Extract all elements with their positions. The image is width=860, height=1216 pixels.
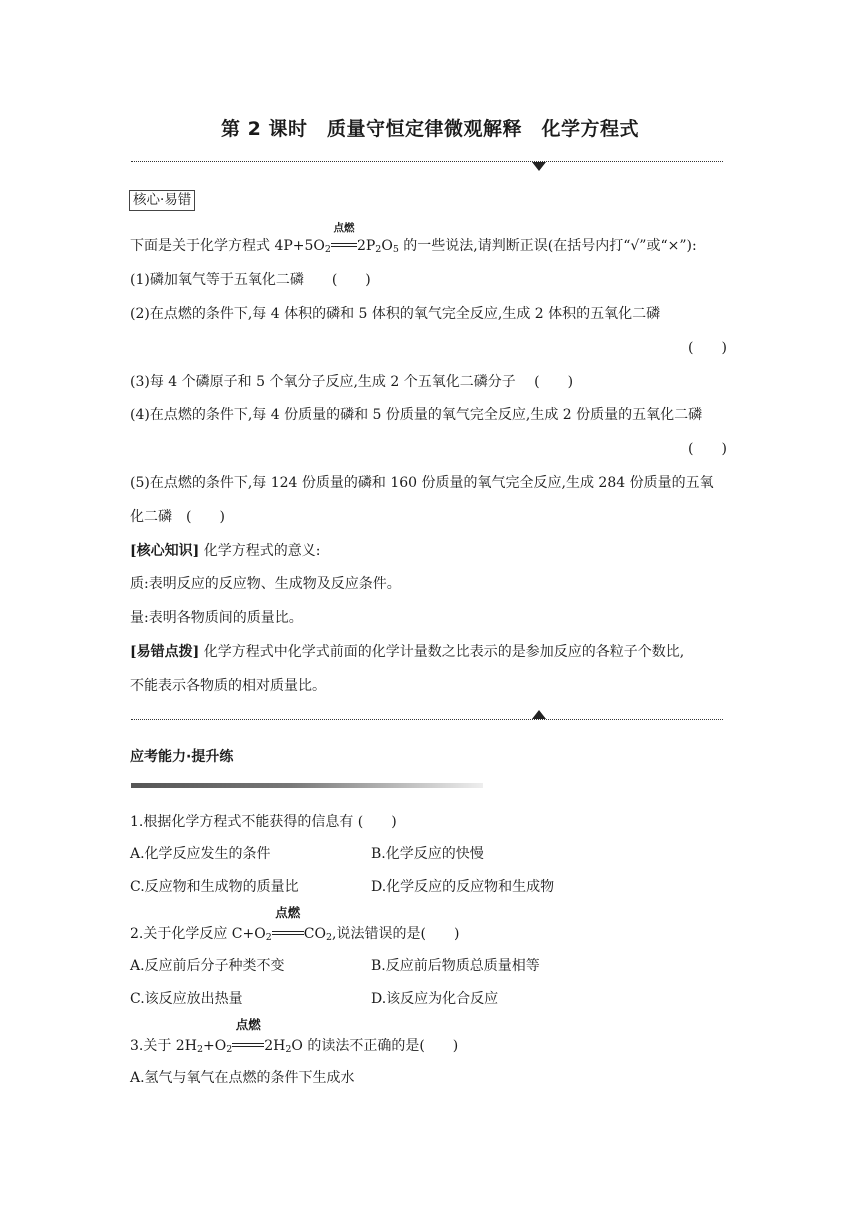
item-3: (3)每 4 个磷原子和 5 个氧分子反应,生成 2 个五氧化二磷分子 ( ) [130,374,574,390]
intro-sub-p2: 2 [375,244,382,255]
q1-option-d: D.化学反应的反应物和生成物 [371,879,555,895]
q3-post: O 的读法不正确的是( ) [291,1038,459,1054]
divider-triangle-up-icon [532,710,546,719]
top-divider [131,161,723,162]
section-tag-core-pitfall: 核心·易错 [129,190,195,211]
page-title: 第 2 课时 质量守恒定律微观解释 化学方程式 [221,118,639,140]
core-knowledge-tag: [核心知识] [130,543,200,559]
item-5-line-2: 化二磷 ( ) [130,509,225,525]
q2-option-a: A.反应前后分子种类不变 [130,958,285,974]
q2-sub-o2: 2 [265,932,272,943]
q2-post: ,说法错误的是( ) [332,926,460,942]
q2-option-b: B.反应前后物质总质量相等 [371,958,540,974]
item-5-line-1: (5)在点燃的条件下,每 124 份质量的磷和 160 份质量的氧气完全反应,生成 284 份质量的五氧 [130,475,714,491]
item-4: (4)在点燃的条件下,每 4 份质量的磷和 5 份质量的氧气完全反应,生成 2 份质量的五氧化二磷 [130,407,703,423]
q3-product: 2H [264,1038,286,1054]
item-4-answer-bracket: ( ) [688,441,727,457]
pitfall-tag: [易错点拨] [130,644,200,660]
q1-option-a: A.化学反应发生的条件 [130,846,271,862]
q1-option-c: C.反应物和生成物的质量比 [130,879,299,895]
intro-before: 下面是关于化学方程式 4P+5O [130,238,325,254]
q2-condition-label: 点燃 [275,905,301,920]
q3-option-a: A.氢气与氧气在点燃的条件下生成水 [130,1070,355,1086]
core-knowledge [130,541,320,561]
q2-option-c: C.该反应放出热量 [130,991,243,1007]
q1-stem: 1.根据化学方程式不能获得的信息有 ( ) [130,814,397,830]
q2-pre: 2.关于化学反应 C+O [130,926,266,942]
divider-triangle-down-icon [532,162,546,171]
pitfall-line-2: 不能表示各物质的相对质量比。 [130,678,326,694]
q2-reaction-condition [272,905,304,944]
q3-sub-o2: 2 [226,1044,233,1055]
quantity-meaning: 量:表明各物质间的质量比。 [130,610,303,626]
intro-product: 2P [356,238,376,254]
intro-after: 的一些说法,请判断正误(在括号内打“√”或“×”): [398,238,697,254]
pitfall-text: 化学方程式中化学式前面的化学计量数之比表示的是参加反应的各粒子个数比, [199,644,685,660]
q3-reaction-condition [232,1017,264,1056]
item-2-answer-bracket: ( ) [688,340,727,356]
q3-plus: +O [202,1038,227,1054]
quality-meaning: 质:表明反应的反应物、生成物及反应条件。 [130,576,401,592]
q1-option-b: B.化学反应的快慢 [371,846,484,862]
q3-pre: 3.关于 2H [130,1038,197,1054]
q3-stem [130,1017,459,1056]
q2-stem [130,905,460,944]
q2-sub-co2: 2 [325,932,333,943]
intro-sub-o2: 2 [324,244,331,255]
item-1: (1)磷加氧气等于五氧化二磷 ( ) [130,272,371,288]
bottom-divider [131,719,723,720]
condition-label: 点燃 [333,222,355,234]
intro-text [130,222,697,256]
q2-option-d: D.该反应为化合反应 [371,991,499,1007]
section-underline-bar [131,783,483,788]
reaction-condition [331,222,357,256]
q3-sub-h2o: 2 [285,1044,292,1055]
section-title: 应考能力·提升练 [130,749,234,765]
q3-condition-label: 点燃 [235,1017,261,1032]
pitfall-line-1 [130,642,684,662]
intro-product-o: O [381,238,393,254]
q2-product: CO [303,926,326,942]
q3-sub-h2: 2 [196,1044,203,1055]
core-knowledge-text: 化学方程式的意义: [199,543,321,559]
intro-sub-o5: 5 [392,244,399,255]
item-2: (2)在点燃的条件下,每 4 体积的磷和 5 体积的氧气完全反应,生成 2 体积的五氧化二磷 [130,306,661,322]
